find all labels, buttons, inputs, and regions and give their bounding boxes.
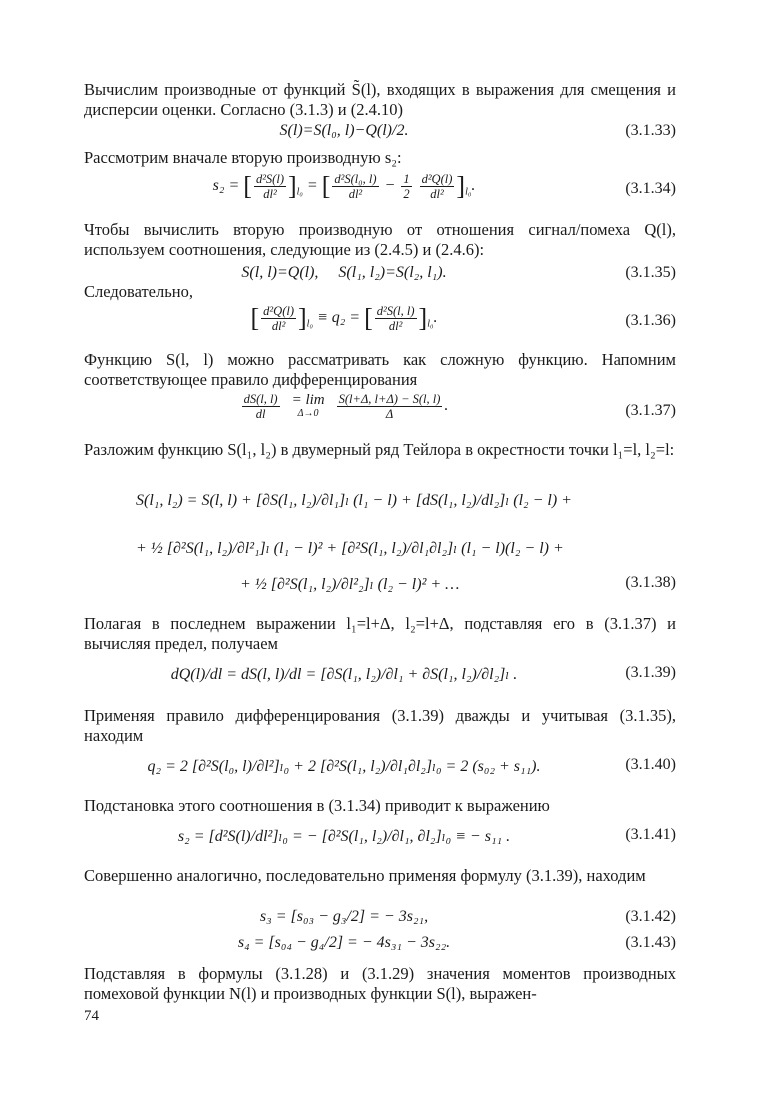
equation-body: S(l₁, l₂) = S(l, l) + [∂S(l₁, l₂)/∂l₁]ₗ (l₁ − l) + [dS(l₁, l₂)/dl₂]ₗ (l₂ − l) +	[136, 492, 572, 509]
equation-body: dQ(l)/dl = dS(l, l)/dl = [∂S(l₁, l₂)/∂l₁ + ∂S(l₁, l₂)/∂l₂]ₗ .	[170, 666, 518, 683]
equation-number: (3.1.36)	[625, 312, 676, 329]
equation-3-1-34	[84, 168, 676, 212]
fraction: $\frac{S(l+\Delta, l+\Delta) - S(l, l)}{\Delta}$	[338, 392, 441, 421]
equation-body: + ½ [∂²S(l₁, l₂)/∂l²₁]ₗ (l₁ − l)² + [∂²S(l₁, l₂)/∂l₁∂l₂]ₗ (l₁ − l)(l₂ − l) +	[136, 540, 564, 557]
equation-body: q₂ = 2 [∂²S(l₀, l)/∂l²]ₗ₀ + 2 [∂²S(l₁, l₂)/∂l₁∂l₂]ₗ₀ = 2 (s₀₂ + s₁₁).	[147, 758, 541, 775]
paragraph: Вычислим производные от функций S̃(l), входящих в выражения для смещения и дисперсии оценки. Согласно (3.1.3) и (2.4.10)	[84, 80, 676, 119]
fraction: $\frac{\text{d²Q(l)}}{\text{dl²}}$	[421, 172, 453, 201]
paragraph: Полагая в последнем выражении l₁=l+Δ, l₂=l+Δ, подставляя его в (3.1.37) и вычисляя предел, получаем	[84, 614, 676, 653]
equation-body: S(l, l)=Q(l), S(l₁, l₂)=S(l₂, l₁).	[241, 264, 447, 281]
equation-number: (3.1.37)	[625, 402, 676, 419]
equation-number: (3.1.34)	[625, 180, 676, 197]
equation-3-1-40	[84, 748, 676, 788]
limit: = lim Δ→0	[291, 391, 325, 419]
equation-3-1-36	[84, 300, 676, 344]
fraction: $\frac{\text{d²Q(l)}}{\text{dl²}}$	[263, 304, 294, 333]
equation-number: (3.1.43)	[625, 934, 676, 951]
equation-3-1-41	[84, 818, 676, 858]
equation-number: (3.1.35)	[625, 264, 676, 281]
fraction: $\frac{\text{d²S(l, l)}}{\text{dl²}}$	[376, 304, 415, 333]
fraction: $\frac{dS(l, l)}{dl}$	[243, 392, 278, 421]
equation-body: s₂ = [d²S(l)/dl²]ₗ₀ = − [∂²S(l₁, l₂)/∂l₁, ∂l₂]ₗ₀ ≡ − s₁₁ .	[177, 828, 511, 845]
equation-body: S(l)=S(l₀, l)−Q(l)/2.	[279, 122, 409, 139]
equation-3-1-43	[84, 932, 676, 960]
equation-number: (3.1.38)	[625, 574, 676, 591]
paragraph: Функцию S(l, l) можно рассматривать как сложную функцию. Напомним соответствующее правило дифференцирования	[84, 350, 676, 389]
paragraph: Чтобы вычислить вторую производную от отношения сигнал/помеха Q(l), используем соотношения, следующие из (2.4.5) и (2.4.6):	[84, 220, 676, 259]
paragraph: Применяя правило дифференцирования (3.1.39) дважды и учитывая (3.1.35), находим	[84, 706, 676, 745]
fraction: $\frac{1}{2}$	[403, 172, 410, 201]
equation-number: (3.1.40)	[625, 756, 676, 773]
equation-3-1-42	[84, 906, 676, 934]
paragraph: Следовательно,	[84, 282, 193, 301]
equation-3-1-33	[84, 116, 676, 150]
paragraph: Подставляя в формулы (3.1.28) и (3.1.29) значения моментов производных помеховой функции N(l) и производных функции S(l), выражен-	[84, 964, 676, 1003]
paragraph: Рассмотрим вначале вторую производную s₂:	[84, 148, 402, 167]
equation-body: s₄ = [s₀₄ − g₄/2] = − 4s₃₁ − 3s₂₂.	[237, 934, 451, 951]
equation-3-1-39	[84, 656, 676, 696]
equation-3-1-38-line3	[84, 566, 676, 606]
paragraph: Подстановка этого соотношения в (3.1.34) приводит к выражению	[84, 796, 550, 815]
equation-body: s₃ = [s₀₃ − g₃/2] = − 3s₂₁,	[259, 908, 429, 925]
equation-body: [ $\frac{\text{d²Q(l)}}{\text{dl²}}$ ]$_{l_0} \equiv q_2$ = [ $\frac{\text{d²S(l, l)}}{\text{dl²}}$ ]$_{l_0}$.	[250, 303, 438, 333]
equation-body: $\frac{dS(l, l)}{dl}$ = lim Δ→0 $\frac{S(l+\Delta, l+\Delta) - S(l, l)}{\Delta}$ .	[243, 391, 449, 421]
paragraph: Совершенно аналогично, последовательно применяя формулу (3.1.39), находим	[84, 866, 646, 885]
fraction: $\frac{\text{d²S(l₀, l)}}{\text{dl²}}$	[334, 172, 377, 201]
equation-number: (3.1.33)	[625, 122, 676, 139]
page-number: 74	[84, 1008, 99, 1024]
equation-number: (3.1.42)	[625, 908, 676, 925]
fraction: $\frac{\text{d²S(l)}}{\text{dl²}}$	[255, 172, 284, 201]
equation-3-1-38-line1	[84, 480, 676, 524]
equation-number: (3.1.41)	[625, 826, 676, 843]
equation-number: (3.1.39)	[625, 664, 676, 681]
paragraph: Разложим функцию S(l₁, l₂) в двумерный ряд Тейлора в окрестности точки l₁=l, l₂=l:	[84, 440, 675, 459]
equation-3-1-37	[84, 390, 676, 434]
equation-body: + ½ [∂²S(l₁, l₂)/∂l²₂]ₗ (l₂ − l)² + …	[240, 576, 460, 593]
equation-body: s₂ = [ $\frac{\text{d²S(l)}}{\text{dl²}}$ ]$_{l_0}$ = [ $\frac{\text{d²S(l₀, l)}}{\text{dl²}}$ − $\frac{1}{2}$ $\frac{\text{d²Q(l)}}{\text{dl²}}$ ]$_{l_0}$.	[212, 171, 476, 201]
